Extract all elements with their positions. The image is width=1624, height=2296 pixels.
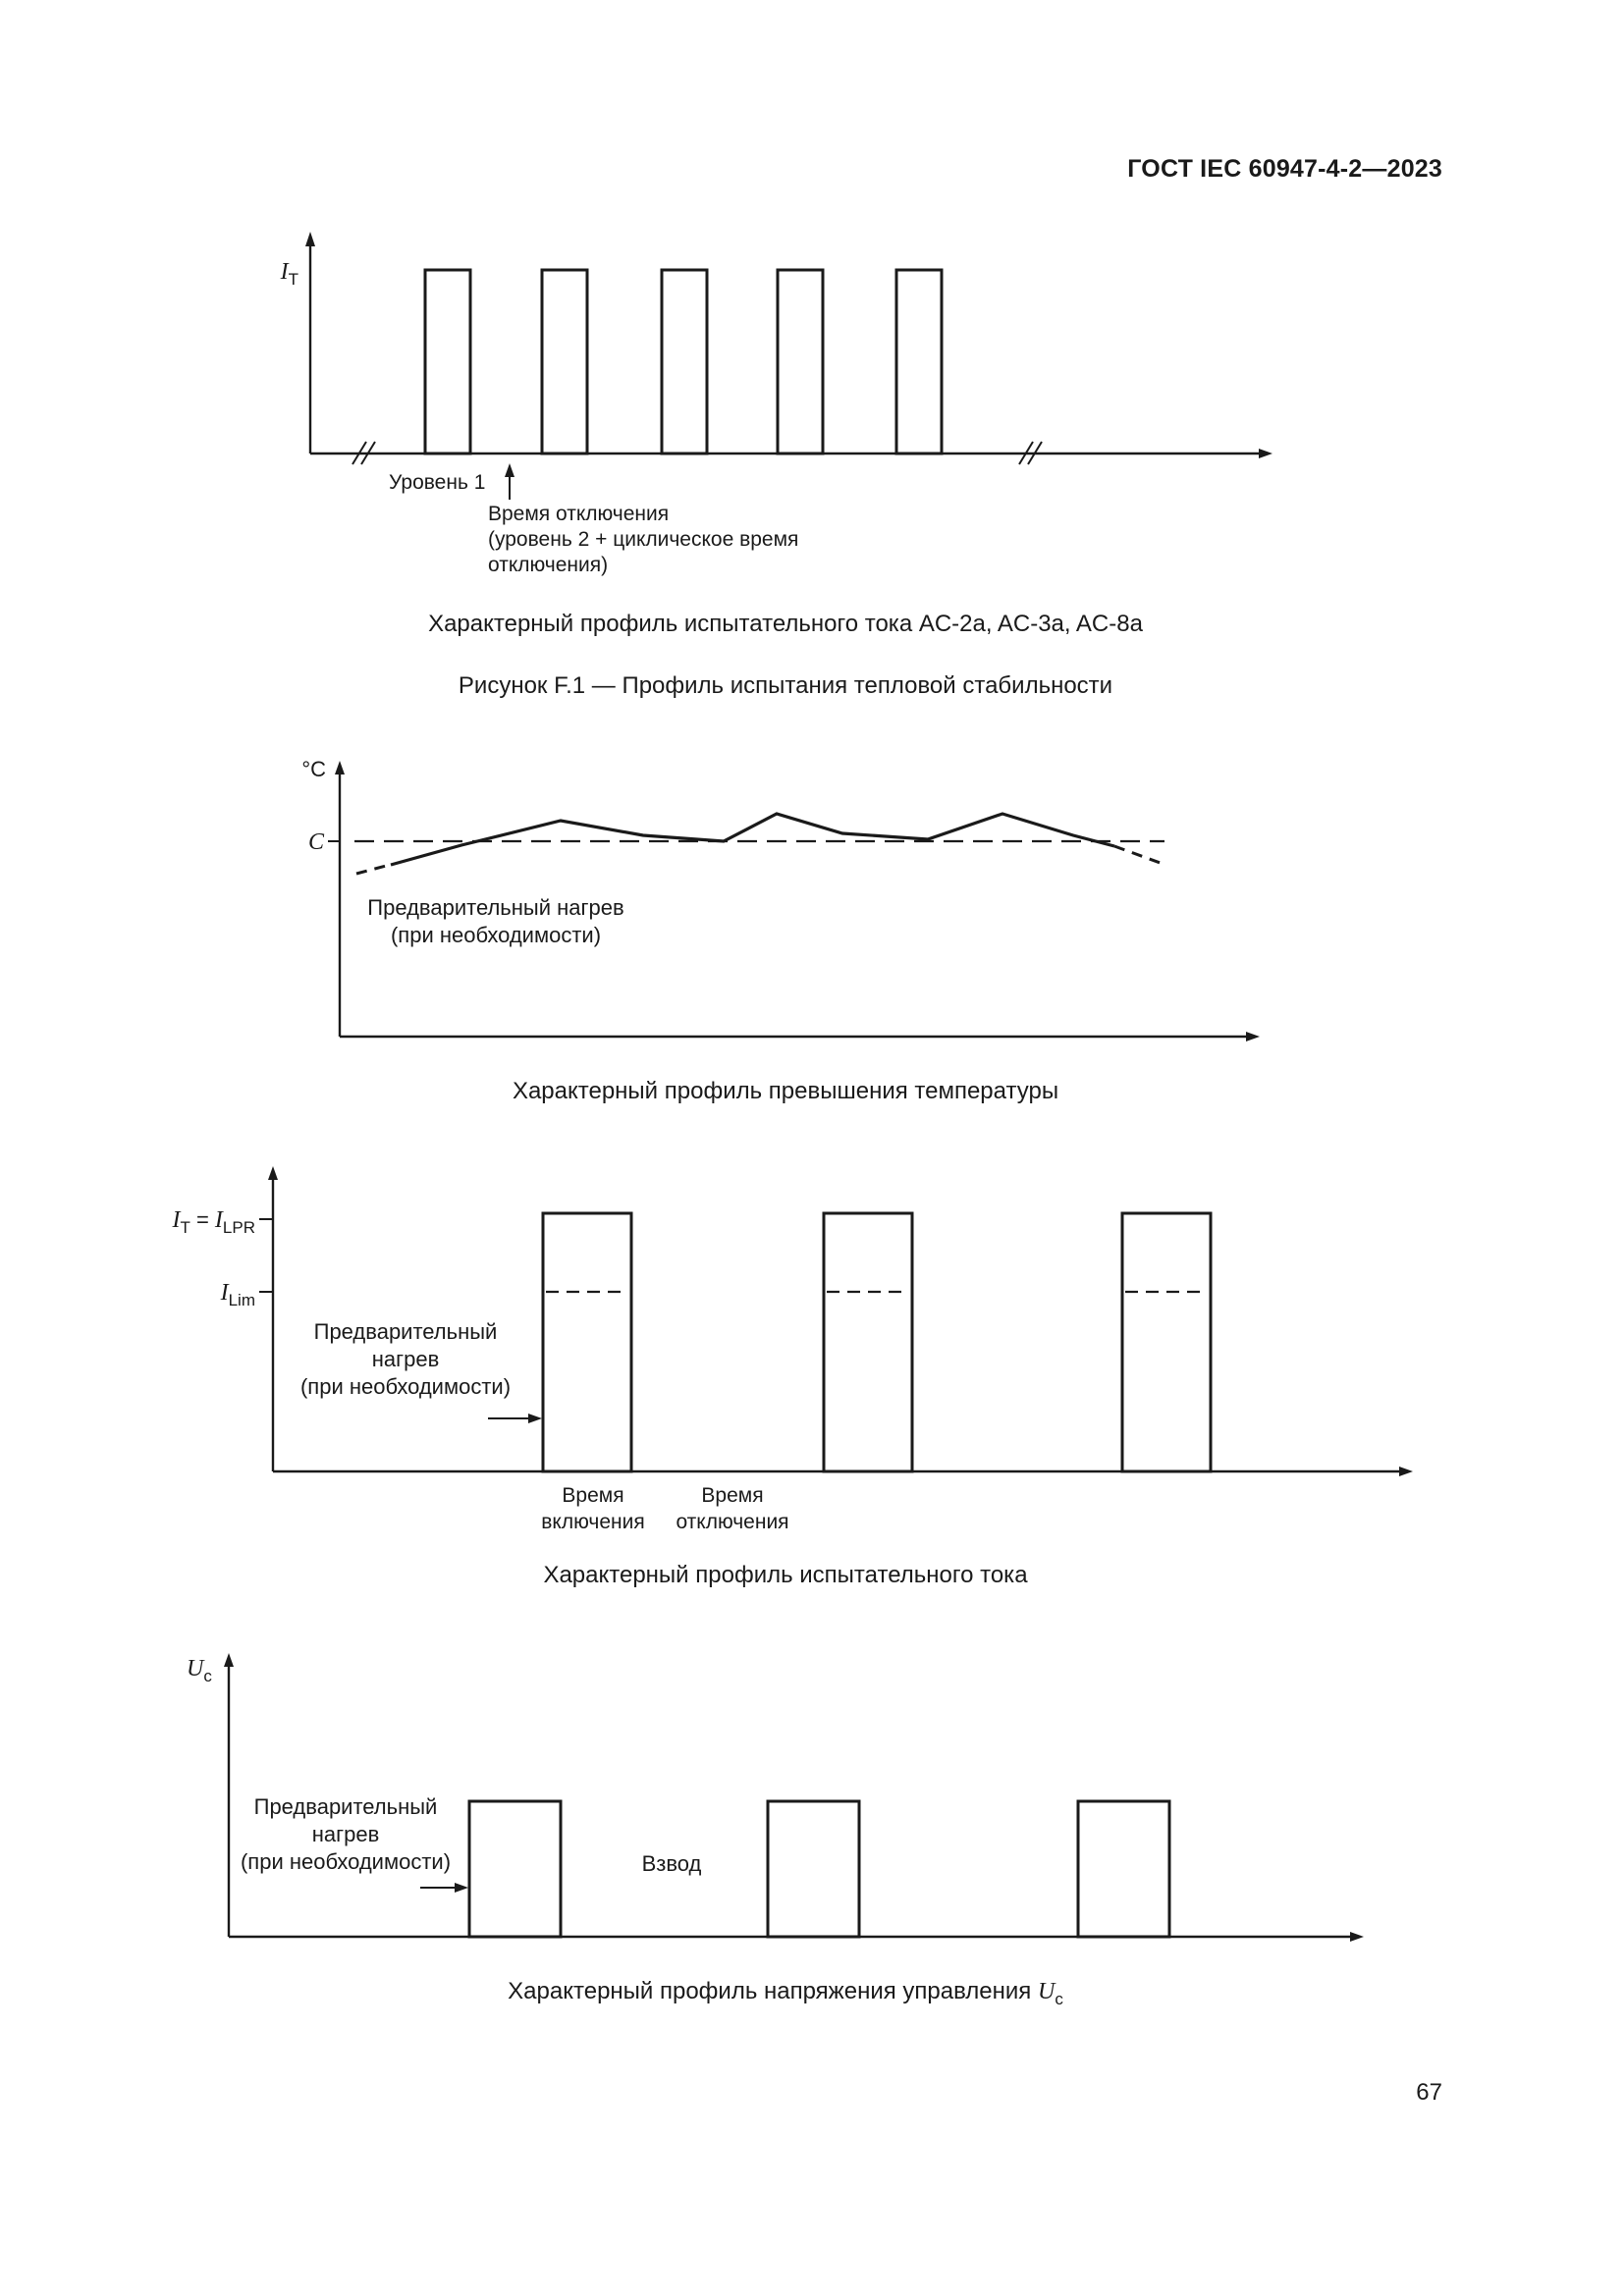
svg-text:(при необходимости): (при необходимости) <box>390 923 602 947</box>
fig4-reset-label: Взвод <box>641 1851 702 1876</box>
fig3-ilpr-axis-label: $I_T = I_{LPR}$ <box>172 1207 255 1237</box>
fig1-caption: Характерный профиль испытательного тока AC-2a, AC-3a, AC-8a <box>428 611 1143 637</box>
svg-text:отключения: отключения <box>676 1511 789 1533</box>
pulse-rect <box>1078 1801 1169 1937</box>
pulse-rect <box>469 1801 561 1937</box>
svg-text:отключения): отключения) <box>488 554 609 576</box>
fig4-pulse-train <box>469 1801 1169 1937</box>
svg-text:Предварительный: Предварительный <box>253 1794 438 1819</box>
page-header: ГОСТ IEC 60947-4-2—2023 <box>1127 155 1442 183</box>
fig3-ilim-axis-label: $I_{Lim}$ <box>220 1280 255 1309</box>
fig4-y-axis-label: $U_c$ <box>187 1656 212 1685</box>
fig2-caption: Характерный профиль превышения температуры <box>512 1078 1059 1104</box>
svg-text:Предварительный: Предварительный <box>313 1319 498 1344</box>
fig3-caption: Характерный профиль испытательного тока <box>543 1562 1028 1588</box>
svg-text:Время отключения: Время отключения <box>488 503 670 525</box>
svg-text:включения: включения <box>541 1511 645 1533</box>
fig4-y-axis-arrow-icon <box>224 1653 234 1667</box>
fig2-c-label: C <box>307 829 324 855</box>
page-number: 67 <box>1416 2079 1442 2106</box>
svg-text:(при необходимости): (при необходимости) <box>299 1374 512 1399</box>
svg-text:(при необходимости): (при необходимости) <box>240 1849 452 1874</box>
fig4-x-axis-arrow-icon <box>1350 1932 1364 1942</box>
pulse-rect <box>768 1801 859 1937</box>
fig4-preheat-label <box>241 1794 451 1874</box>
fig1-level1-label: Уровень 1 <box>389 471 486 494</box>
fig4-preheat-arrow-icon <box>420 1883 468 1893</box>
figure-f1-title: Рисунок F.1 — Профиль испытания тепловой стабильности <box>458 672 1113 699</box>
svg-text:нагрев: нагрев <box>371 1347 440 1371</box>
fig2-unit-label: °C <box>301 757 326 781</box>
svg-text:Время: Время <box>701 1484 764 1507</box>
fig4-caption: Характерный профиль напряжения управления $U_c$ <box>508 1978 1063 2008</box>
svg-text:Предварительный нагрев: Предварительный нагрев <box>367 895 624 920</box>
fig1-y-axis-label: $I_T$ <box>280 259 298 289</box>
svg-text:нагрев: нагрев <box>311 1822 380 1846</box>
svg-text:Время: Время <box>562 1484 624 1507</box>
svg-text:(уровень 2 + циклическое время: (уровень 2 + циклическое время <box>488 528 799 551</box>
